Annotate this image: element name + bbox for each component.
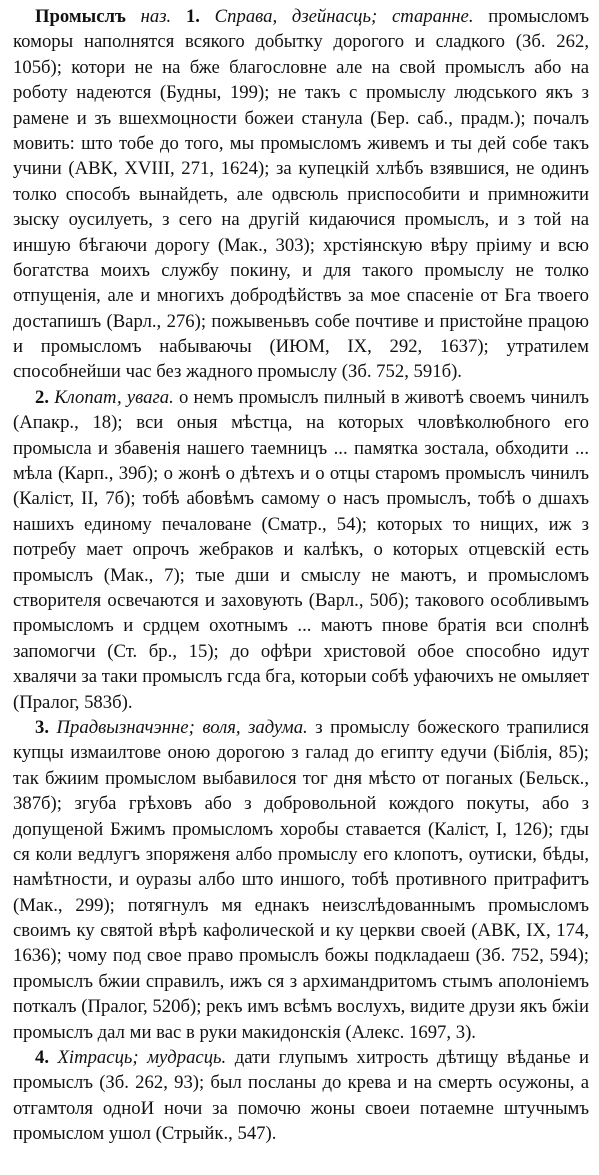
dictionary-entry [13, 4, 589, 1147]
sense-3 [13, 715, 589, 1045]
sense-citations: дати глупымъ хитрость дѣтищу вѣданье и промыслъ (Зб. 262, 93); был посланы до крева и на смерть осужоны, а отгамтоля одноИ ночи за помочю жоны своеи потаемне штучнымъ промыслом ушол (Стрыйк., 547). [13, 1047, 589, 1145]
sense-gloss: Клопат, увага. [54, 386, 174, 408]
sense-citations: промысломъ коморы наполнятся всякого добытку дорогого и сладкого (Зб. 262, 105б); котори не на бже благословне але на свой промыслъ або на роботу надеются (Будны, 199); не такъ с промыслу людського якъ з рамене и зъ вшехмоцности божеи станула (Бер. саб., прадм.); почалъ мовить: што тобе до того, мы промысломъ живемъ и ты дей собе такъ учини (АВК, XVIII, 271, 1624); за купецкій хлѣбъ взявшися, не одинъ толко способъ вынайдеть, але одвсюль приспособити и примножити зыску оусилуеть, з сего на другій кидаючися промыслъ, и з той на иншую бѣгаючи дорогу (Мак., 303); хрстіянскую вѣру пріиму и всю богатства моихъ службу покину, и для такого промыслу не толко отпущенія, але и многихъ добродѣйствъ за мое спасеніе от Бга твоего достапишъ (Варл., 276); пожывеньвъ собе почтиве и пристойне працою и промысломъ набываючы (ИЮМ, IX, 292, 1637); утратилем способнейши час без жадного промыслу (Зб. 752, 591б). [13, 6, 590, 383]
headword: Промыслъ [35, 6, 126, 27]
sense-gloss: Прадвызначэнне; воля, задума. [56, 716, 308, 738]
sense-2 [13, 385, 589, 715]
sense-citations: о немъ промыслъ пилный в животѣ своемъ чинилъ (Апакр., 18); вси оныя мѣстца, на которых чловѣколюбного его промысла и збавенія нашего таемницъ ... памятка зостала, обходити ... мѣла (Карп., 39б); о жонѣ о дѣтехъ и о отцы старомъ промыслъ чинилъ (Каліст, II, 7б); тобѣ абовѣмъ самому о насъ промыслъ, тобѣ о дшахъ нашихъ единому печаловане (Сматр., 54); которых то нищих, иж з потребу мает опрочъ жебраков и калѣкъ, о которых отцевскій есть промыслъ (Мак., 7); тые дши и смыслу не маютъ, и промысломъ створителя освечаются и заховують (Варл., 50б); такового особливымъ промысломъ и срдцем охотнымъ ... маютъ пнове братія вси сполнѣ запомогчи (Ст. бр., 15); до офѣри христовой обое способно идут хвалячи за таки промыслъ гсда бга, которыи собѣ уфаючихъ не омыляет (Пралог, 583б). [13, 386, 590, 713]
grammar-label: наз. [140, 6, 172, 27]
sense-number: 2. [35, 386, 50, 408]
sense-citations: з промыслу божеского трапилися купцы измаилтове оною дорогою з галад до египту едучи (Біблія, 85); так бжиим промыслом выбавилося тог дня мѣсто от поганых (Бельск., 387б); згуба грѣховъ або з добровольной кождого покуты, або з допущеной Бжимъ промысломъ хоробы ставается (Каліст, I, 126); гды ся коли ведлугъ зпоряженя албо промыслу его клопотъ, оутиски, бѣды, намѣтности, и оуразы албо што иншого, тобѣ противного притрафитъ (Мак., 299); потягнулъ мя еднакъ неизслѣдованнымъ промысломъ своимъ ку святой вѣрѣ кафолической и ку церкви своей (АВК, IX, 174, 1636); чому под свое право промыслъ божы подкладаеш (Зб. 752, 594); промыслъ бжии справилъ, ижъ ся з архимандритомъ стымъ аполоніемъ поткалъ (Пралог, 520б); рекъ имъ всѣмъ вослухъ, видите друзи якъ бжіи промыслъ дал ми вас в руки макидонскія (Алекс. 1697, 3). [13, 716, 590, 1043]
sense-4 [13, 1045, 589, 1147]
sense-gloss: Хітрасць; мудрасць. [57, 1047, 227, 1069]
sense-gloss: Справа, дзейнасць; старанне. [214, 6, 474, 27]
sense-number: 3. [35, 716, 50, 738]
sense-1 [13, 4, 589, 385]
sense-number: 1. [185, 6, 200, 27]
sense-number: 4. [35, 1047, 50, 1069]
